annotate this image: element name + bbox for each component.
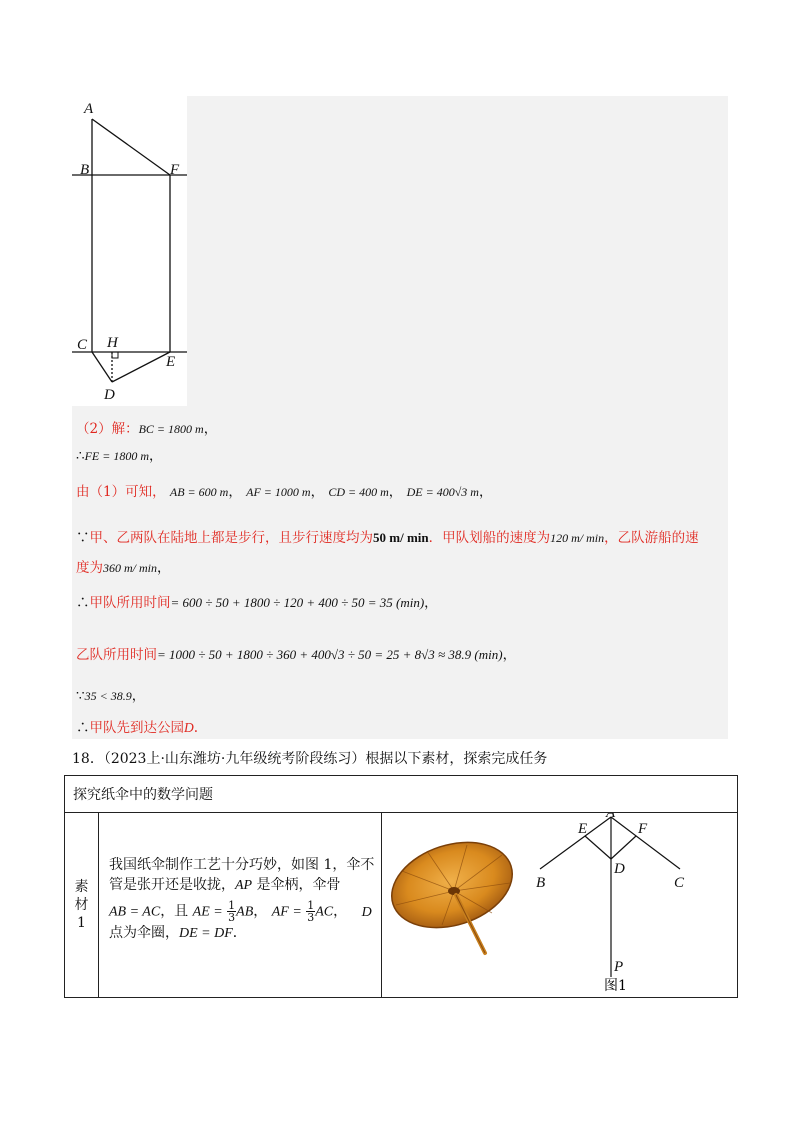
expr-ac: AC [315,904,334,920]
expr-ap: AP [235,878,253,893]
question-18-title: 18．（2023上·山东潍坊·九年级统考阶段练习）根据以下素材，探索完成任务 [72,751,548,767]
comma: ， [157,560,171,576]
comma: ， [203,421,218,437]
expr-de: DE = 400√3 m [406,485,479,499]
point-d: D [361,904,372,920]
comma: ， [131,688,146,704]
figure-caption: 图1 [604,978,627,993]
swim-speed-text-2: 度为 [76,560,103,576]
comma: ， [310,484,325,500]
expr-bc: BC = 1800 m [138,422,204,436]
team-a-expression: = 600 ÷ 50 + 1800 ÷ 120 + 400 ÷ 50 = 35 (min) [170,595,425,610]
material-line-2a: 管是张开还是收拢， [109,877,235,893]
team-b-expression: = 1000 ÷ 50 + 1800 ÷ 360 + 400√3 ÷ 50 = 25 + 8√3 ≈ 38.9 (min) [157,647,503,662]
diagram-label-b: B [536,875,546,891]
expr-fe: FE = 1800 m [84,449,150,463]
solution-line-swim [76,558,171,578]
team-a-label: 甲队所用时间 [89,595,171,611]
comma: ， [388,484,403,500]
label-d: D [104,387,115,403]
material-line-4b: ． [232,925,247,941]
label-c: C [77,337,88,353]
label-a: A [84,101,94,117]
material-line-3a: ，且 [160,903,193,920]
row-label-char-1: 素 [74,879,89,895]
expr-ab: AB [236,904,254,920]
conclusion-text: 甲队先到达公园 [89,720,184,736]
swim-speed-value: 360 m/ min [103,561,157,575]
expr-de-eq-df: DE = DF [179,926,233,941]
material-line-4 [109,923,377,944]
row-label-char-2: 材 [74,897,89,913]
conclusion-point: D [184,720,194,735]
comma: ， [149,448,163,464]
label-h: H [107,335,118,351]
conclusion-end: . [193,720,199,736]
comma: ， [424,595,438,611]
right-angle-mark [112,352,118,358]
walk-speed-value: 50 m/ min [373,530,429,545]
walk-speed-text: 甲、乙两队在陆地上都是步行，且步行速度均为 [89,530,373,546]
boat-speed-text: ．甲队划船的速度为 [428,530,551,546]
umbrella-diagram [540,817,680,977]
team-b-label: 乙队所用时间 [76,647,157,663]
because-symbol: ∵ [76,688,85,704]
diagram-label-c: C [674,875,685,891]
expr-ae: AE = [192,904,223,920]
comma: ， [478,484,493,500]
diagram-label-f: F [638,821,648,837]
solution-line-conclusion [76,718,198,738]
expr-af-eq: AF = [271,904,302,920]
label-b: B [80,162,90,178]
material-line-4a: 点为伞圈， [109,925,179,941]
expr-ab: AB = 600 m [169,485,229,499]
material-line-3: AB = AC，且 AE = $\frac{1}{3}$ AB， AF = $\frac{1}{3}$ AC， D [109,899,372,924]
solution-line-team-a [76,593,438,613]
material-line-2 [109,875,377,896]
part2-prefix: （2）解： [76,421,139,437]
material-text-cell [99,813,382,998]
solution-line-compare [76,686,145,706]
therefore-symbol: ∴ [76,595,90,611]
therefore-symbol: ∴ [76,720,90,736]
from-part1-text: 由（1）可知， [76,484,166,500]
fraction-one-third: $\frac{1}{3}$ [228,899,236,924]
geometry-diagram [72,96,187,406]
expr-cd: CD = 400 m [328,485,389,499]
therefore-symbol: ∴ [76,448,85,464]
material-text [109,855,377,944]
row-label-char-3: 1 [77,915,86,931]
expr-af: AF = 1000 m [246,485,311,499]
table-header: 探究纸伞中的数学问题 [65,776,738,813]
material-table [64,775,738,998]
solution-line-team-b [76,645,516,665]
diagram-label-e: E [578,821,588,837]
comma: ， [228,484,242,500]
umbrella-illustration [382,813,737,993]
compare-expression: 35 < 38.9 [84,689,132,703]
diagram-label-p: P [614,959,624,975]
solution-line-fe [76,446,163,466]
diagram-label-d: D [614,861,625,877]
material-image-cell [382,813,738,998]
solution-line-speeds [76,528,699,548]
row-label-material-1 [65,813,99,998]
segment-cd [92,352,112,382]
fraction-one-third-2: $\frac{1}{3}$ [307,899,315,924]
swim-speed-text: ，乙队游船的速 [604,530,699,546]
because-symbol: ∵ [76,530,90,546]
label-f: F [170,162,180,178]
material-line-1: 我国纸伞制作工艺十分巧妙，如图 1，伞不 [109,857,375,873]
expr-ab-eq-ac: AB = AC [109,904,161,920]
segment-af [92,119,170,175]
geometry-figure [72,96,187,406]
comma: ， [502,647,517,663]
paper-umbrella-photo [382,828,523,953]
boat-speed-value: 120 m/ min [550,531,605,545]
solution-panel [72,96,728,739]
solution-line-from1 [76,482,492,502]
solution-line-part2 [76,419,217,439]
segment-de [112,352,170,382]
label-e: E [166,354,176,370]
diagram-label-a: A [606,813,616,821]
material-line-2b: 是伞柄，伞骨 [252,877,341,893]
